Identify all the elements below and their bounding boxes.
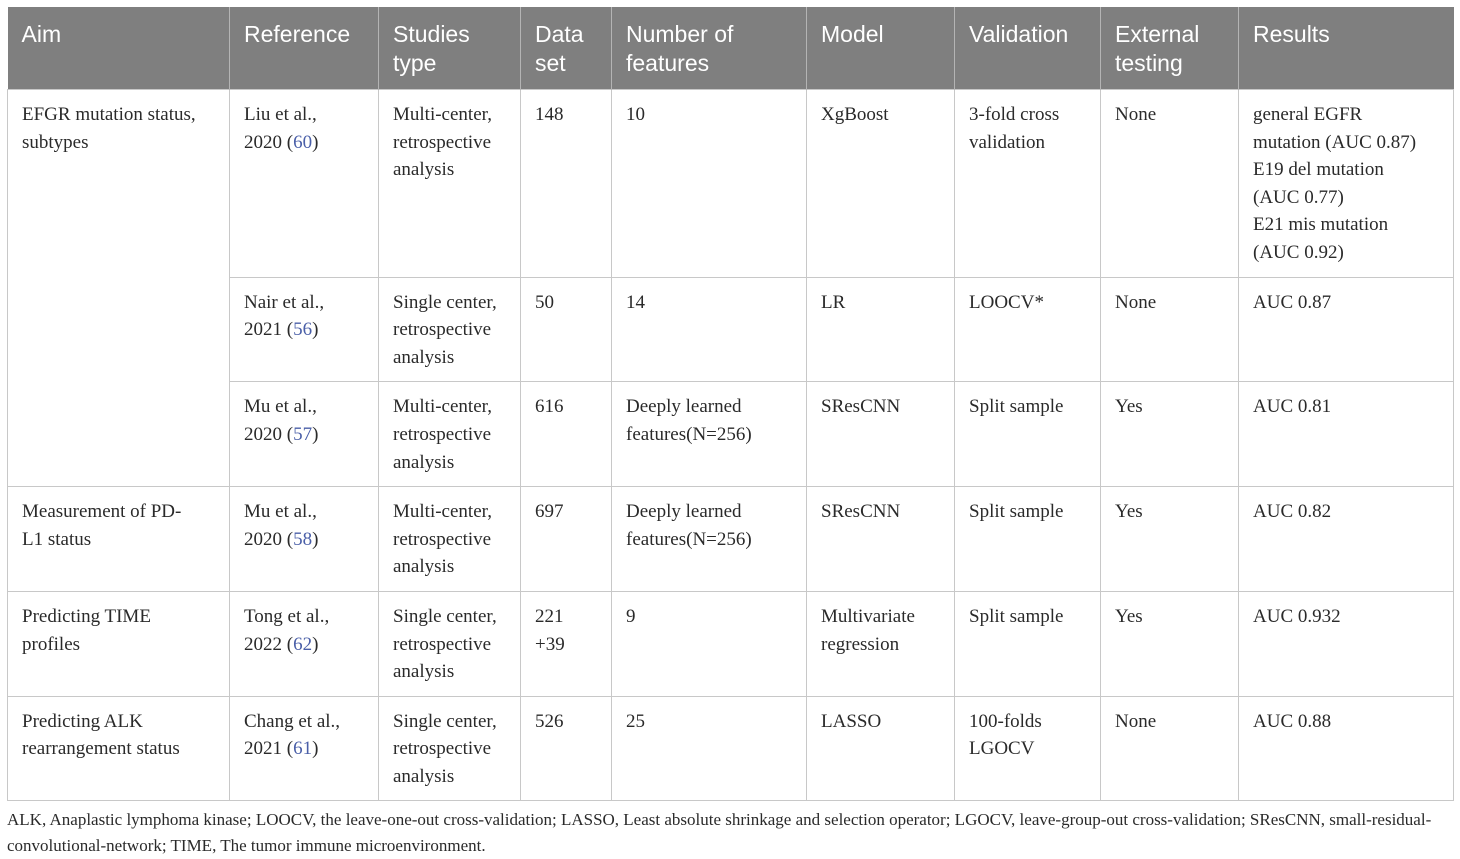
cell-reference: Mu et al., 2020 (58) bbox=[230, 487, 379, 592]
cell-aim: Measurement of PD- L1 status bbox=[8, 487, 230, 592]
cell-validation: Split sample bbox=[955, 591, 1101, 696]
header-reference: Reference bbox=[230, 7, 379, 90]
header-row bbox=[8, 7, 1454, 90]
cell-results: AUC 0.87 bbox=[1239, 277, 1454, 382]
cell-validation: Split sample bbox=[955, 487, 1101, 592]
reference-link[interactable]: 56 bbox=[293, 319, 313, 341]
cell-data-set: 221 +39 bbox=[521, 591, 612, 696]
table-container bbox=[7, 7, 1453, 859]
cell-study-type: Multi-center, retrospective analysis bbox=[379, 487, 521, 592]
cell-features: 25 bbox=[612, 696, 807, 801]
cell-model: Multivariate regression bbox=[807, 591, 955, 696]
cell-results: AUC 0.88 bbox=[1239, 696, 1454, 801]
cell-external-testing: None bbox=[1101, 696, 1239, 801]
cell-validation: 100-folds LGOCV bbox=[955, 696, 1101, 801]
cell-external-testing: None bbox=[1101, 277, 1239, 382]
cell-features: 10 bbox=[612, 90, 807, 278]
table-row bbox=[8, 591, 1454, 696]
cell-data-set: 697 bbox=[521, 487, 612, 592]
cell-features: 9 bbox=[612, 591, 807, 696]
header-validation: Validation bbox=[955, 7, 1101, 90]
cell-features: Deeply learned features(N=256) bbox=[612, 382, 807, 487]
data-table bbox=[7, 7, 1454, 801]
reference-link[interactable]: 61 bbox=[293, 738, 313, 760]
cell-external-testing: Yes bbox=[1101, 487, 1239, 592]
cell-features: 14 bbox=[612, 277, 807, 382]
reference-link[interactable]: 60 bbox=[293, 131, 313, 153]
cell-data-set: 148 bbox=[521, 90, 612, 278]
cell-study-type: Single center, retrospective analysis bbox=[379, 591, 521, 696]
header-external-testing: External testing bbox=[1101, 7, 1239, 90]
cell-external-testing: Yes bbox=[1101, 591, 1239, 696]
cell-model: LASSO bbox=[807, 696, 955, 801]
cell-study-type: Multi-center, retrospective analysis bbox=[379, 90, 521, 278]
table-row bbox=[8, 696, 1454, 801]
header-aim: Aim bbox=[8, 7, 230, 90]
cell-reference: Nair et al., 2021 (56) bbox=[230, 277, 379, 382]
cell-reference: Mu et al., 2020 (57) bbox=[230, 382, 379, 487]
header-results: Results bbox=[1239, 7, 1454, 90]
table-row bbox=[8, 90, 1454, 278]
cell-model: SResCNN bbox=[807, 382, 955, 487]
cell-model: XgBoost bbox=[807, 90, 955, 278]
cell-results: general EGFR mutation (AUC 0.87) E19 del mutation (AUC 0.77) E21 mis mutation (AUC 0.92) bbox=[1239, 90, 1454, 278]
cell-data-set: 616 bbox=[521, 382, 612, 487]
cell-validation: Split sample bbox=[955, 382, 1101, 487]
cell-validation: LOOCV* bbox=[955, 277, 1101, 382]
cell-aim: Predicting ALK rearrangement status bbox=[8, 696, 230, 801]
table-footnote: ALK, Anaplastic lymphoma kinase; LOOCV, the leave-one-out cross-validation; LASSO, Least absolute shrinkage and selection operator; LGOCV, leave-group-out cross-validation; SResCNN, small-residual-convolutional-network; TIME, The tumor immune microenvironment. bbox=[7, 810, 1432, 856]
reference-link[interactable]: 62 bbox=[293, 633, 313, 655]
cell-validation: 3-fold cross validation bbox=[955, 90, 1101, 278]
cell-reference: Chang et al., 2021 (61) bbox=[230, 696, 379, 801]
cell-study-type: Single center, retrospective analysis bbox=[379, 696, 521, 801]
cell-data-set: 50 bbox=[521, 277, 612, 382]
header-data-set: Data set bbox=[521, 7, 612, 90]
cell-model: SResCNN bbox=[807, 487, 955, 592]
cell-aim: Predicting TIME profiles bbox=[8, 591, 230, 696]
header-model: Model bbox=[807, 7, 955, 90]
cell-aim: EFGR mutation status, subtypes bbox=[8, 90, 230, 487]
cell-external-testing: Yes bbox=[1101, 382, 1239, 487]
cell-study-type: Single center, retrospective analysis bbox=[379, 277, 521, 382]
cell-results: AUC 0.82 bbox=[1239, 487, 1454, 592]
cell-features: Deeply learned features(N=256) bbox=[612, 487, 807, 592]
cell-reference: Tong et al., 2022 (62) bbox=[230, 591, 379, 696]
cell-results: AUC 0.932 bbox=[1239, 591, 1454, 696]
reference-link[interactable]: 58 bbox=[293, 528, 313, 550]
cell-model: LR bbox=[807, 277, 955, 382]
cell-external-testing: None bbox=[1101, 90, 1239, 278]
cell-reference: Liu et al., 2020 (60) bbox=[230, 90, 379, 278]
cell-results: AUC 0.81 bbox=[1239, 382, 1454, 487]
cell-study-type: Multi-center, retrospective analysis bbox=[379, 382, 521, 487]
header-number-of-features: Number of features bbox=[612, 7, 807, 90]
cell-data-set: 526 bbox=[521, 696, 612, 801]
reference-link[interactable]: 57 bbox=[293, 423, 313, 445]
header-studies-type: Studies type bbox=[379, 7, 521, 90]
table-row bbox=[8, 487, 1454, 592]
